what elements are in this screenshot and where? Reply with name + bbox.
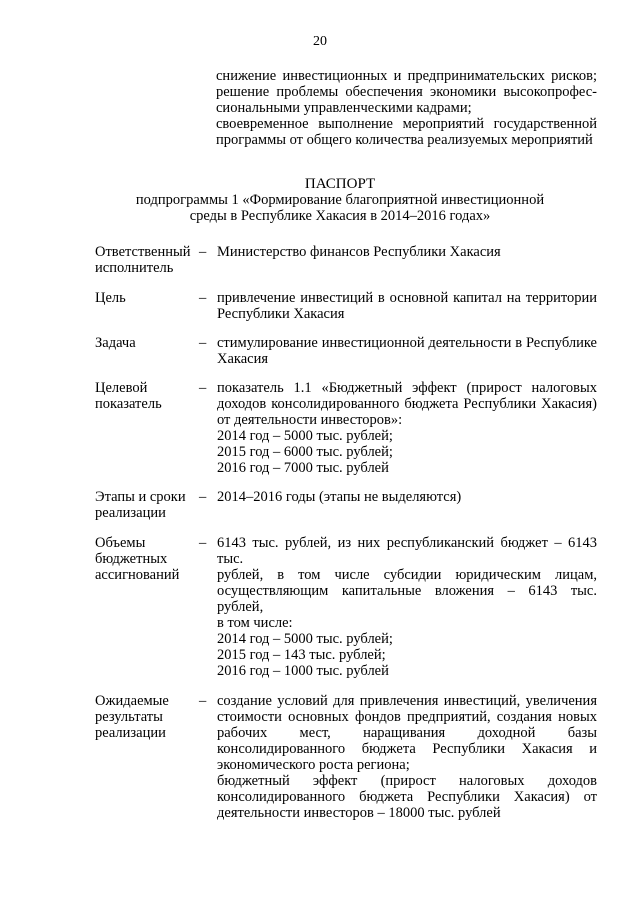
value-line: 6143 тыс. рублей, из них республиканский бюджет – 6143 тыс. [217,535,597,567]
row-value [217,535,597,679]
passport-row-task [95,335,597,367]
intro-line: снижение инвестиционных и предпринимательских рисков; [216,68,597,84]
dash: – [199,693,207,709]
value-line: показатель 1.1 «Бюджетный эффект (прирост налоговых [217,380,597,396]
label-line: Ожидаемые [95,693,169,709]
label-line: ассигнований [95,567,180,583]
passport-table [95,244,597,821]
label-line: Задача [95,335,136,351]
row-label [95,244,199,276]
label-line: бюджетных [95,551,168,567]
value-line: деятельности инвесторов – 18000 тыс. рублей [217,805,501,821]
value-line: осуществляющим капитальные вложения – 6143 тыс. рублей, [217,583,597,615]
subtitle-line: подпрограммы 1 «Формирование благоприятной инвестиционной [135,192,545,208]
label-line: реализации [95,725,166,741]
value-line: экономического роста региона; [217,757,410,773]
row-value [217,693,597,821]
row-value [217,380,597,476]
row-label [95,535,199,679]
row-value [217,244,597,276]
intro-line: программы от общего количества реализуемых мероприятий [216,132,593,148]
passport-row-responsible [95,244,597,276]
dash: – [199,535,207,551]
label-line: реализации [95,505,166,521]
label-line: результаты [95,709,163,725]
dash: – [199,489,207,505]
value-line: стоимости основных фондов предприятий, создания новых [217,709,597,725]
intro-text [216,68,597,148]
value-line: Министерство финансов Республики Хакасия [217,244,501,260]
dash: – [199,335,207,351]
value-line: создание условий для привлечения инвестиций, увеличения [217,693,597,709]
page-number: 20 [313,34,327,49]
passport-title: ПАСПОРТ [304,176,376,192]
value-line: рублей, в том числе субсидии юридическим лицам, [217,567,597,583]
value-line: от деятельности инвесторов»: [217,412,403,428]
dash: – [199,244,207,260]
value-line: 2015 год – 6000 тыс. рублей; [217,444,393,460]
passport-row-results [95,693,597,821]
row-label [95,693,199,821]
passport-row-stages [95,489,597,521]
intro-line: решение проблемы обеспечения экономики высокопрофес- [216,84,597,100]
value-line: 2016 год – 7000 тыс. рублей [217,460,389,476]
label-line: Целевой [95,380,148,396]
label-line: Объемы [95,535,146,551]
dash: – [199,290,207,306]
label-line: Ответственный [95,244,191,260]
value-line: доходов консолидированного бюджета Республики Хакасия) [217,396,597,412]
value-line: 2014–2016 годы (этапы не выделяются) [217,489,462,505]
subtitle-line: среды в Республике Хакасия в 2014–2016 годах» [189,208,491,224]
value-line: в том числе: [217,615,293,631]
intro-line: своевременное выполнение мероприятий государственной [216,116,597,132]
value-line: рабочих мест, наращивания доходной базы [217,725,597,741]
intro-line: сиональными управленческими кадрами; [216,100,472,116]
value-line: консолидированного бюджета Республики Хакасия и [217,741,597,757]
row-value [217,290,597,322]
value-line: 2014 год – 5000 тыс. рублей; [217,631,393,647]
label-line: исполнитель [95,260,174,276]
value-line: Хакасия [217,351,269,367]
passport-row-goal [95,290,597,322]
row-label [95,290,199,322]
dash: – [199,380,207,396]
passport-subtitle [0,192,640,224]
value-line: консолидированного бюджета Республики Хакасия) от [217,789,597,805]
passport-row-indicator [95,380,597,476]
label-line: Цель [95,290,126,306]
row-value [217,489,597,521]
value-line: бюджетный эффект (прирост налоговых доходов [217,773,597,789]
value-line: 2016 год – 1000 тыс. рублей [217,663,389,679]
value-line: стимулирование инвестиционной деятельности в Республике [217,335,597,351]
label-line: показатель [95,396,162,412]
row-label [95,380,199,476]
row-value [217,335,597,367]
passport-row-budget [95,535,597,679]
value-line: 2014 год – 5000 тыс. рублей; [217,428,393,444]
label-line: Этапы и сроки [95,489,186,505]
row-label [95,335,199,367]
value-line: 2015 год – 143 тыс. рублей; [217,647,386,663]
value-line: привлечение инвестиций в основной капитал на территории [217,290,597,306]
value-line: Республики Хакасия [217,306,345,322]
row-label [95,489,199,521]
